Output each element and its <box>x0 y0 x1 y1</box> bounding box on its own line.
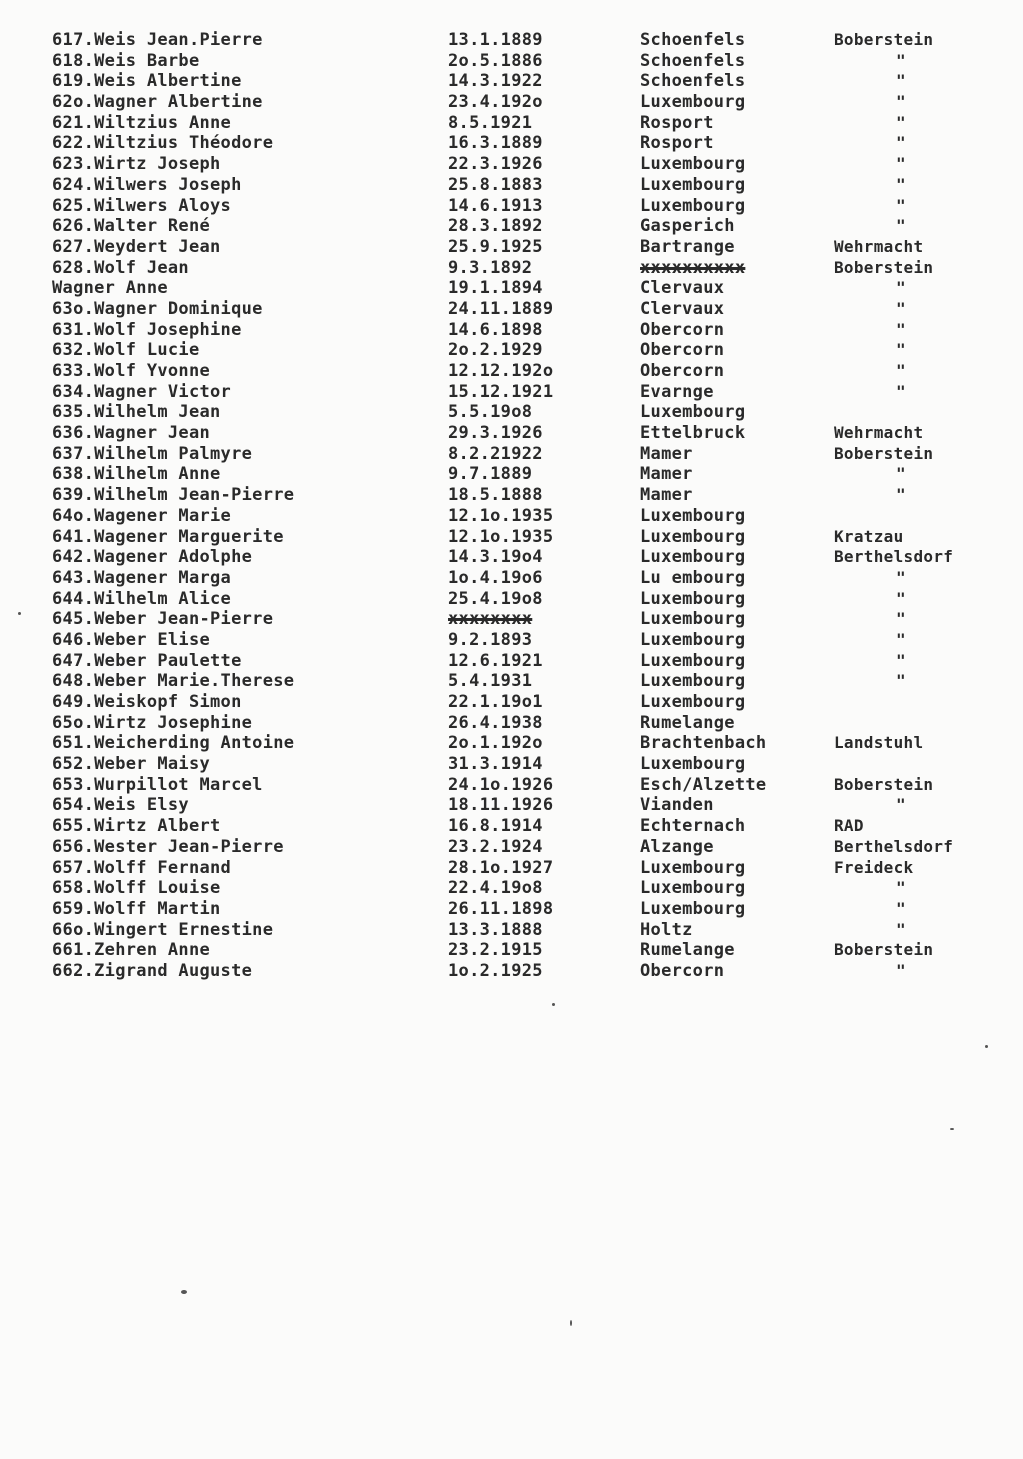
destination: " <box>896 795 906 815</box>
birth-place: Luxembourg <box>640 671 746 692</box>
name-entry: 66o.Wingert Ernestine <box>52 919 274 940</box>
name-entry: 631.Wolf Josephine <box>52 319 242 340</box>
birth-date: 25.4.19o8 <box>448 588 543 609</box>
birth-place: Luxembourg <box>640 609 746 630</box>
name-entry: 635.Wilhelm Jean <box>52 402 221 423</box>
birth-place: Brachtenbach <box>640 733 767 754</box>
name-entry: 644.Wilhelm Alice <box>52 588 232 609</box>
birth-date: 18.11.1926 <box>448 795 554 816</box>
birth-place: Luxembourg <box>640 402 746 423</box>
name-entry: 649.Weiskopf Simon <box>52 692 242 712</box>
birth-date: 14.6.1913 <box>448 195 543 216</box>
destination: RAD <box>834 816 864 836</box>
birth-date: 2o.5.1886 <box>448 50 543 71</box>
birth-date: 28.3.1892 <box>448 216 543 237</box>
birth-place: Alzange <box>640 836 714 857</box>
birth-date: 26.4.1938 <box>448 712 543 733</box>
destination: " <box>896 154 906 174</box>
birth-date: 12.1o.1935 <box>448 526 554 547</box>
destination: Boberstein <box>834 257 934 277</box>
destination: " <box>896 319 906 339</box>
birth-date: 24.1o.1926 <box>448 774 554 795</box>
destination: " <box>896 133 906 153</box>
birth-date: 8.5.1921 <box>448 112 533 133</box>
name-entry: 652.Weber Maisy <box>52 754 211 775</box>
birth-places-column <box>640 30 820 982</box>
birth-date: 12.12.192o <box>448 361 554 381</box>
birth-date: 25.8.1883 <box>448 174 543 195</box>
name-entry: 62o.Wagner Albertine <box>52 92 263 113</box>
name-entry: 658.Wolff Louise <box>52 878 221 899</box>
birth-date: 2o.2.1929 <box>448 340 543 361</box>
birth-place: Rosport <box>640 112 714 133</box>
birth-place: Luxembourg <box>640 692 746 712</box>
birth-date: 15.12.1921 <box>448 381 554 402</box>
name-entry: 617.Weis Jean.Pierre <box>52 30 263 50</box>
birth-place: Obercorn <box>640 361 725 381</box>
birth-date: 23.2.1915 <box>448 940 543 961</box>
birth-date: 13.1.1889 <box>448 30 543 50</box>
birth-place: Bartrange <box>640 236 735 257</box>
name-entry: 638.Wilhelm Anne <box>52 464 221 485</box>
birth-date: 9.3.1892 <box>448 257 533 278</box>
birth-place: Mamer <box>640 464 693 485</box>
birth-place: Mamer <box>640 443 693 464</box>
name-entry: 641.Wagener Marguerite <box>52 526 284 547</box>
destination <box>834 506 1014 527</box>
name-entry: 621.Wiltzius Anne <box>52 112 232 133</box>
birth-place: Clervaux <box>640 298 725 319</box>
birth-date: 14.3.1922 <box>448 71 543 92</box>
birth-date: 2o.1.192o <box>448 733 543 754</box>
name-entry: 618.Weis Barbe <box>52 50 200 71</box>
name-entry: 623.Wirtz Joseph <box>52 154 221 175</box>
birth-place: Luxembourg <box>640 505 746 526</box>
birth-date: 23.2.1924 <box>448 836 543 857</box>
name-entry: 64o.Wagener Marie <box>52 505 232 526</box>
destination: " <box>896 960 906 980</box>
name-entry: 643.Wagener Marga <box>52 567 232 588</box>
destination: Freideck <box>834 857 914 877</box>
birth-date: 25.9.1925 <box>448 236 543 257</box>
name-entry: 648.Weber Marie.Therese <box>52 671 295 692</box>
names-column <box>52 30 382 982</box>
destination: Boberstein <box>834 774 934 794</box>
destination: " <box>896 195 906 215</box>
birth-date: 28.1o.1927 <box>448 857 554 878</box>
birth-place: Luxembourg <box>640 588 746 609</box>
name-entry: 619.Weis Albertine <box>52 71 242 92</box>
destination: " <box>896 878 906 898</box>
birth-place: Ettelbruck <box>640 423 746 444</box>
destination: " <box>896 650 906 670</box>
name-entry: 622.Wiltzius Théodore <box>52 133 274 154</box>
birth-place: Evarnge <box>640 381 714 402</box>
destination: Landstuhl <box>834 733 924 753</box>
name-entry: 628.Wolf Jean <box>52 257 189 278</box>
birth-date: 1o.2.1925 <box>448 960 543 981</box>
destination: " <box>896 609 906 629</box>
birth-date: 13.3.1888 <box>448 919 543 940</box>
destination <box>834 713 1014 734</box>
name-entry: 636.Wagner Jean <box>52 423 211 444</box>
destination: " <box>896 92 906 112</box>
birth-place: Rumelange <box>640 712 735 733</box>
name-entry: 645.Weber Jean-Pierre <box>52 609 274 630</box>
birth-place: Luxembourg <box>640 898 746 919</box>
name-entry: 654.Weis Elsy <box>52 795 189 816</box>
birth-date: xxxxxxxx <box>448 609 533 630</box>
birth-place: xxxxxxxxxx <box>640 257 746 278</box>
name-entry: 657.Wolff Fernand <box>52 857 232 878</box>
birth-place: Luxembourg <box>640 754 746 775</box>
name-entry: 637.Wilhelm Palmyre <box>52 443 253 464</box>
birth-place: Holtz <box>640 919 693 940</box>
name-entry: 642.Wagener Adolphe <box>52 547 253 568</box>
destination: Wehrmacht <box>834 423 924 443</box>
birth-date: 14.3.19o4 <box>448 547 543 568</box>
birth-date: 26.11.1898 <box>448 898 554 919</box>
name-entry: 646.Weber Elise <box>52 629 211 650</box>
destination: " <box>896 464 906 484</box>
birth-place: Rosport <box>640 133 714 154</box>
birth-place: Obercorn <box>640 319 725 340</box>
destination: " <box>896 278 906 298</box>
birth-date: 16.3.1889 <box>448 133 543 154</box>
destination: " <box>896 361 906 380</box>
birth-date: 14.6.1898 <box>448 319 543 340</box>
birth-place: Mamer <box>640 485 693 506</box>
destination: Boberstein <box>834 30 934 49</box>
destinations-column <box>834 30 1014 982</box>
name-entry: 655.Wirtz Albert <box>52 816 221 837</box>
destination: " <box>896 174 906 194</box>
birth-place: Clervaux <box>640 278 725 299</box>
birth-place: Luxembourg <box>640 154 746 175</box>
birth-date: 24.11.1889 <box>448 298 554 319</box>
destination: " <box>896 919 906 939</box>
destination: Boberstein <box>834 940 934 960</box>
name-entry: 662.Zigrand Auguste <box>52 960 253 981</box>
destination: " <box>896 71 906 91</box>
name-entry: 661.Zehren Anne <box>52 940 211 961</box>
destination: " <box>896 588 906 608</box>
birth-date: 1o.4.19o6 <box>448 567 543 588</box>
birth-place: Luxembourg <box>640 857 746 878</box>
name-entry: 632.Wolf Lucie <box>52 340 200 361</box>
destination: " <box>896 381 906 401</box>
birth-dates-column <box>448 30 608 982</box>
birth-place: Luxembourg <box>640 174 746 195</box>
name-entry: 626.Walter René <box>52 216 211 237</box>
birth-place: Obercorn <box>640 340 725 361</box>
birth-place: Esch/Alzette <box>640 774 767 795</box>
name-entry: 659.Wolff Martin <box>52 898 221 919</box>
birth-date: 5.4.1931 <box>448 671 533 692</box>
destination <box>834 692 1014 713</box>
birth-place: Luxembourg <box>640 878 746 899</box>
birth-place: Schoenfels <box>640 71 746 92</box>
birth-place: Luxembourg <box>640 650 746 671</box>
name-entry: Wagner Anne <box>52 278 168 299</box>
birth-place: Rumelange <box>640 940 735 961</box>
birth-date: 23.4.192o <box>448 92 543 113</box>
destination: " <box>896 671 906 691</box>
birth-date: 31.3.1914 <box>448 754 543 775</box>
name-entry: 624.Wilwers Joseph <box>52 174 242 195</box>
birth-date: 22.4.19o8 <box>448 878 543 899</box>
birth-place: Gasperich <box>640 216 735 237</box>
name-entry: 639.Wilhelm Jean-Pierre <box>52 485 295 506</box>
destination: Kratzau <box>834 526 904 546</box>
birth-date: 9.2.1893 <box>448 629 533 650</box>
name-entry: 653.Wurpillot Marcel <box>52 774 263 795</box>
birth-date: 18.5.1888 <box>448 485 543 506</box>
birth-place: Luxembourg <box>640 526 746 547</box>
birth-place: Luxembourg <box>640 629 746 650</box>
destination: Wehrmacht <box>834 236 924 256</box>
birth-place: Lu embourg <box>640 567 746 588</box>
destination <box>834 402 1014 423</box>
name-entry: 65o.Wirtz Josephine <box>52 712 253 733</box>
birth-date: 16.8.1914 <box>448 816 543 837</box>
destination: " <box>896 567 906 587</box>
name-entry: 63o.Wagner Dominique <box>52 298 263 319</box>
destination: " <box>896 898 906 918</box>
destination: " <box>896 112 906 132</box>
destination: " <box>896 629 906 649</box>
birth-place: Schoenfels <box>640 30 746 50</box>
birth-date: 9.7.1889 <box>448 464 533 485</box>
destination <box>834 754 1014 775</box>
birth-place: Obercorn <box>640 960 725 981</box>
name-entry: 656.Wester Jean-Pierre <box>52 836 284 857</box>
birth-date: 8.2.21922 <box>448 443 543 464</box>
destination: Boberstein <box>834 443 934 463</box>
birth-place: Vianden <box>640 795 714 816</box>
birth-date: 29.3.1926 <box>448 423 543 444</box>
name-entry: 651.Weicherding Antoine <box>52 733 295 754</box>
name-entry: 634.Wagner Victor <box>52 381 232 402</box>
birth-place: Luxembourg <box>640 195 746 216</box>
destination: Berthelsdorf <box>834 547 954 567</box>
name-entry: 625.Wilwers Aloys <box>52 195 232 216</box>
name-entry: 647.Weber Paulette <box>52 650 242 671</box>
destination: " <box>896 298 906 318</box>
birth-date: 22.3.1926 <box>448 154 543 175</box>
name-entry: 627.Weydert Jean <box>52 236 221 257</box>
destination: Berthelsdorf <box>834 836 954 856</box>
destination: " <box>896 216 906 236</box>
destination: " <box>896 485 906 505</box>
destination: " <box>896 50 906 70</box>
birth-place: Schoenfels <box>640 50 746 71</box>
destination: " <box>896 340 906 360</box>
birth-place: Echternach <box>640 816 746 837</box>
birth-place: Luxembourg <box>640 547 746 568</box>
birth-date: 12.6.1921 <box>448 650 543 671</box>
birth-date: 22.1.19o1 <box>448 692 543 712</box>
birth-date: 12.1o.1935 <box>448 505 554 526</box>
name-entry: 633.Wolf Yvonne <box>52 361 211 381</box>
birth-date: 5.5.19o8 <box>448 402 533 423</box>
birth-place: Luxembourg <box>640 92 746 113</box>
birth-date: 19.1.1894 <box>448 278 543 299</box>
